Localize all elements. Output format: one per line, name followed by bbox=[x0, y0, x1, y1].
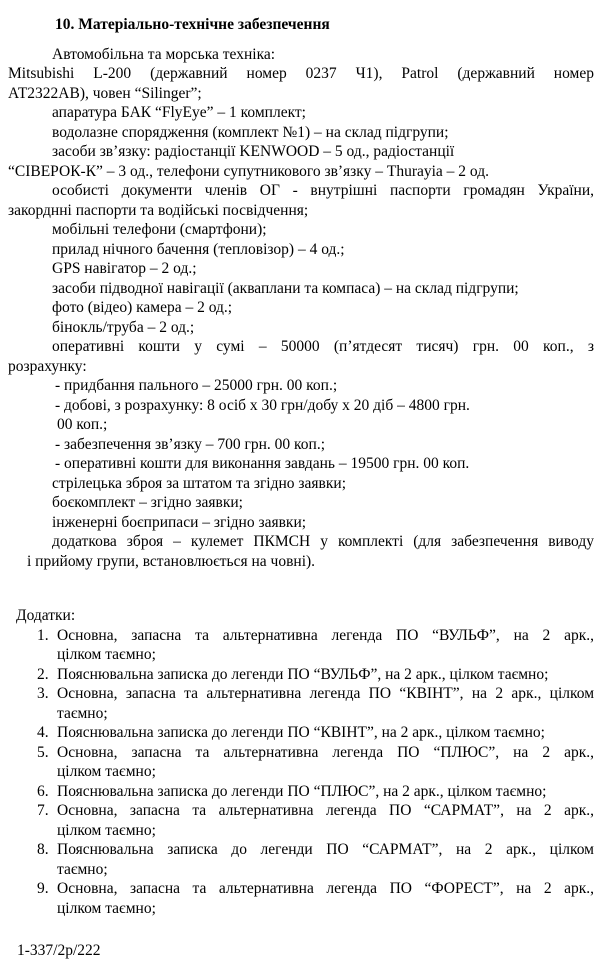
attachment-item-line: таємно; bbox=[57, 704, 108, 722]
body-line: закорднні паспорти та водійські посвідчення; bbox=[8, 201, 309, 219]
body-line: прилад нічного бачення (тепловізор) – 4 од.; bbox=[52, 240, 345, 258]
attachment-item-line: Пояснювальна записка до легенди ПО “ПЛЮС”, на 2 арк., цілком таємно; bbox=[57, 782, 547, 800]
body-line: АТ2322АВ), човен “Silinger”; bbox=[8, 84, 202, 102]
attachment-item-line: Основна, запасна та альтернативна легенда ПО “САРМАТ”, на 2 арк., bbox=[57, 802, 594, 819]
body-text bbox=[8, 45, 594, 572]
attachment-item-text bbox=[57, 840, 594, 879]
attachment-item-text bbox=[57, 879, 594, 918]
body-line: мобільні телефони (смартфони); bbox=[52, 221, 267, 238]
section-heading: 10. Матеріально-технічне забезпечення bbox=[55, 16, 330, 33]
attachment-item-number: 4. bbox=[37, 724, 49, 741]
body-line: апаратура БАК “FlyEye” – 1 комплект; bbox=[52, 104, 306, 121]
attachment-item-line: таємно; bbox=[57, 860, 108, 878]
body-line: інженерні боєприпаси – згідно заявки; bbox=[52, 513, 307, 531]
attachment-item bbox=[8, 879, 594, 918]
attachment-item-line: Основна, запасна та альтернативна легенда ПО “ПЛЮС”, на 2 арк., bbox=[57, 743, 594, 761]
body-line: розрахунку: bbox=[8, 357, 87, 375]
body-line: засоби зв’язку: радіостанції KENWOOD – 5 од., радіостанції bbox=[52, 143, 455, 160]
attachment-item-line: Пояснювальна записка до легенди ПО “КВІНТ”, на 2 арк., цілком таємно; bbox=[57, 724, 545, 741]
attachment-item-number: 8. bbox=[37, 841, 49, 858]
attachment-item-text bbox=[57, 626, 594, 665]
attachment-item-number: 9. bbox=[37, 880, 49, 897]
attachment-item-line: Пояснювальна записка до легенди ПО “ВУЛЬФ”, на 2 арк., цілком таємно; bbox=[57, 665, 549, 683]
body-line: боєкомплект – згідно заявки; bbox=[52, 494, 243, 511]
body-line: засоби підводної навігації (акваплани та компаса) – на склад підгрупи; bbox=[52, 279, 519, 297]
attachment-item-number: 1. bbox=[37, 626, 49, 644]
body-line: стрілецька зброя за штатом та згідно заявки; bbox=[52, 474, 347, 492]
body-line: Mitsubishi L-200 (державний номер 0237 Ч1), Patrol (державний номер bbox=[8, 65, 594, 82]
attachment-item bbox=[8, 684, 594, 723]
attachment-item-line: цілком таємно; bbox=[57, 646, 156, 663]
body-line: 00 коп.; bbox=[57, 416, 108, 433]
attachment-item-number: 7. bbox=[37, 802, 49, 819]
attachment-item-text bbox=[57, 801, 594, 840]
attachment-item-text bbox=[57, 782, 594, 802]
attachment-item bbox=[8, 782, 594, 802]
body-line: GPS навігатор – 2 од.; bbox=[52, 260, 197, 277]
attachment-item bbox=[8, 626, 594, 665]
attachment-item-text bbox=[57, 665, 594, 685]
attachment-item-line: Основна, запасна та альтернативна легенда ПО “ФОРЕСТ”, на 2 арк., bbox=[57, 880, 594, 897]
attachment-item-text bbox=[57, 684, 594, 723]
document-reference-number: 1-337/2р/222 bbox=[17, 942, 101, 959]
body-line: додаткова зброя – кулемет ПКМСН у комплекті (для забезпечення виводу bbox=[52, 533, 594, 550]
body-line: бінокль/труба – 2 од.; bbox=[52, 318, 195, 336]
body-line: “СІВЕРОК-К” – 3 од., телефони супутникового зв’язку – Thurayia – 2 од. bbox=[8, 162, 489, 180]
attachment-item-text bbox=[57, 743, 594, 782]
attachment-item-number: 5. bbox=[37, 743, 49, 761]
body-line: Автомобільна та морська техніка: bbox=[52, 45, 276, 63]
attachment-item-line: Основна, запасна та альтернативна легенда ПО “КВІНТ”, на 2 арк., цілком bbox=[57, 685, 594, 702]
attachment-item bbox=[8, 723, 594, 743]
attachment-item-line: Основна, запасна та альтернативна легенда ПО “ВУЛЬФ”, на 2 арк., bbox=[57, 626, 594, 644]
body-line: водолазне спорядження (комплект №1) – на склад підгрупи; bbox=[52, 123, 449, 141]
attachment-item-line: цілком таємно; bbox=[57, 821, 156, 839]
attachment-item-text bbox=[57, 723, 594, 743]
body-line: і прийому групи, встановлюється на човні). bbox=[27, 552, 316, 570]
attachment-item-number: 2. bbox=[37, 665, 49, 683]
body-line: - добові, з розрахунку: 8 осіб х 30 грн/добу х 20 діб – 4800 грн. bbox=[55, 396, 470, 414]
body-line: особисті документи членів ОГ - внутрішні паспорти громадян України, bbox=[52, 182, 594, 199]
attachment-item-line: цілком таємно; bbox=[57, 899, 156, 917]
attachments-list bbox=[8, 626, 594, 919]
body-line: - забезпечення зв’язку – 700 грн. 00 коп.; bbox=[55, 435, 326, 453]
body-line: фото (відео) камера – 2 од.; bbox=[52, 299, 233, 316]
attachment-item bbox=[8, 665, 594, 685]
attachment-item-line: Пояснювальна записка до легенди ПО “САРМАТ”, на 2 арк., цілком bbox=[57, 841, 594, 858]
attachment-item-number: 6. bbox=[37, 782, 49, 800]
body-line: - оперативні кошти для виконання завдань – 19500 грн. 00 коп. bbox=[55, 455, 470, 472]
attachment-item-line: цілком таємно; bbox=[57, 763, 156, 780]
body-line: оперативні кошти у сумі – 50000 (п’ятдесят тисяч) грн. 00 коп., з bbox=[52, 338, 594, 355]
attachment-item bbox=[8, 801, 594, 840]
attachment-item-number: 3. bbox=[37, 685, 49, 702]
attachment-item bbox=[8, 840, 594, 879]
body-line: - придбання пального – 25000 грн. 00 коп.; bbox=[55, 377, 338, 394]
attachment-item bbox=[8, 743, 594, 782]
attachments-section bbox=[8, 606, 594, 918]
attachments-label: Додатки: bbox=[16, 607, 76, 624]
